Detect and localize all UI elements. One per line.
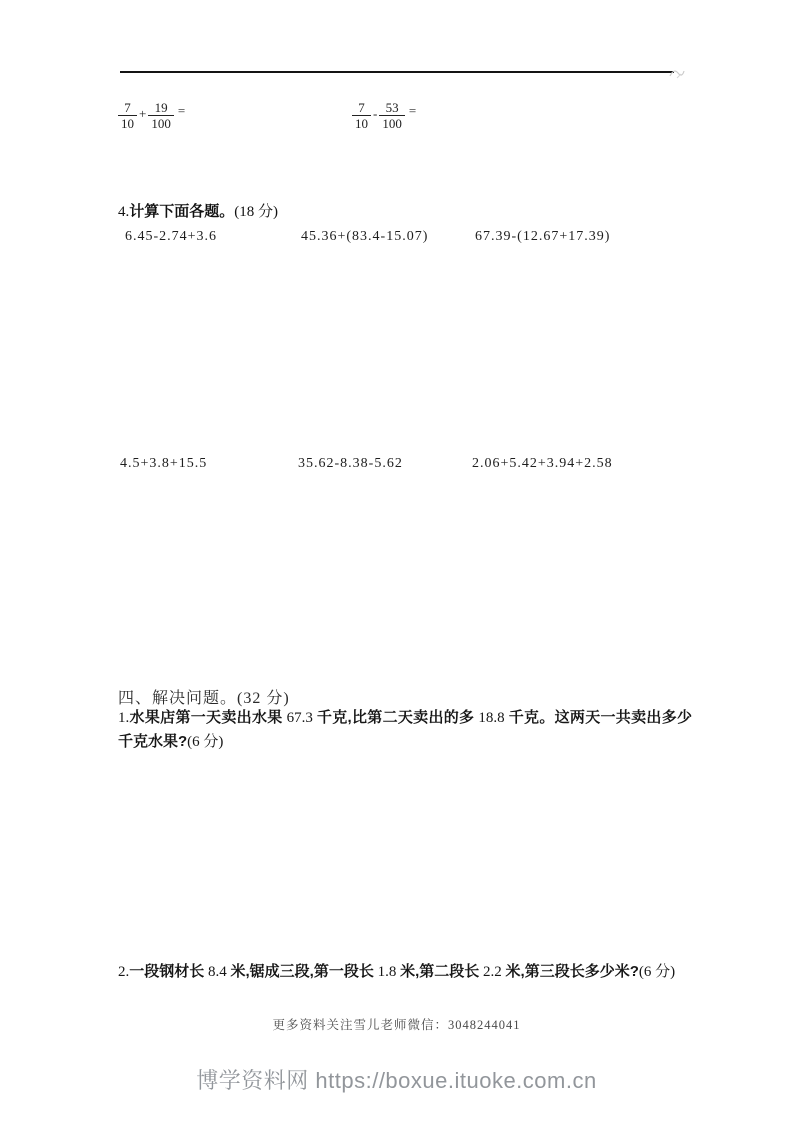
fraction-denominator: 100 bbox=[379, 115, 405, 131]
calc-expression: 35.62-8.38-5.62 bbox=[298, 456, 403, 471]
solve-section-heading: 四、解决问题。(32 分) bbox=[118, 690, 290, 707]
equals-sign: = bbox=[408, 103, 417, 118]
calc-expression: 6.45-2.74+3.6 bbox=[125, 229, 218, 244]
word-problem-1: 1.水果店第一天卖出水果 67.3 千克,比第二天卖出的多 18.8 千克。这两天一共卖出多少千克水果?(6 分) bbox=[118, 709, 693, 750]
calc-expression: 2.06+5.42+3.94+2.58 bbox=[472, 456, 613, 471]
fraction-numerator: 7 bbox=[358, 100, 365, 115]
fraction bbox=[118, 101, 137, 131]
fraction-expression-1 bbox=[118, 101, 185, 131]
divider-line bbox=[120, 71, 674, 73]
fraction-denominator: 10 bbox=[352, 115, 371, 131]
wechat-note: 更多资料关注雪儿老师微信：3048244041 bbox=[272, 1018, 521, 1032]
fraction-numerator: 53 bbox=[385, 100, 399, 115]
operator: + bbox=[139, 106, 147, 121]
fraction-denominator: 10 bbox=[118, 115, 137, 131]
word-problem-2: 2.一段钢材长 8.4 米,锯成三段,第一段长 1.8 米,第二段长 2.2 米,第三段长多少米?(6 分) bbox=[118, 963, 676, 980]
fraction bbox=[352, 101, 371, 131]
calc-expression: 45.36+(83.4-15.07) bbox=[301, 229, 429, 244]
fraction bbox=[379, 101, 405, 131]
calc-expression: 67.39-(12.67+17.39) bbox=[475, 229, 611, 244]
fraction-denominator: 100 bbox=[148, 115, 174, 131]
fraction bbox=[148, 101, 174, 131]
calc-expression: 4.5+3.8+15.5 bbox=[120, 456, 208, 471]
fraction-numerator: 19 bbox=[154, 100, 168, 115]
fraction-numerator: 7 bbox=[124, 100, 131, 115]
site-watermark: 博学资料网 https://boxue.ituoke.com.cn bbox=[196, 1068, 597, 1093]
equals-sign: = bbox=[177, 103, 186, 118]
calc-section-heading: 4.计算下面各题。(18 分) bbox=[118, 203, 279, 220]
fraction-expression-2 bbox=[352, 101, 416, 131]
operator: - bbox=[373, 106, 378, 121]
scan-artifact bbox=[668, 66, 686, 80]
